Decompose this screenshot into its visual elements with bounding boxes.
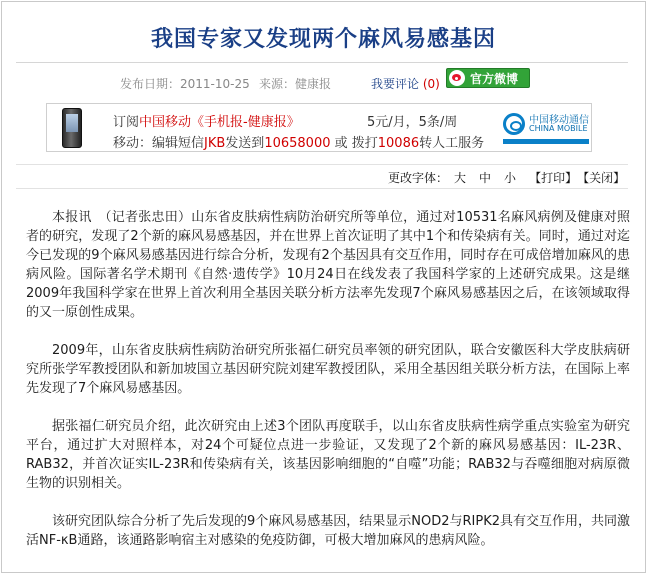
- ad-instruction-c: 或 拨打: [330, 136, 378, 151]
- article-paragraph: 本报讯 （记者张忠田）山东省皮肤病性病防治研究所等单位，通过对10531名麻风病例及健康对照者的研究，发现了2个新的麻风易感基因，并在世界上首次证明了其中1个和传染病有关。同时，通过对迄今已发现的9个麻风易感基因进行综合分析，发现有2个基因具有交互作用，同时存在可成倍增加麻风的患病风险。国际著名学术期刊《自然·遗传学》10月24日在线发表了我国科学家的上述研究成果。这是继2009年我国科学家在世界上首次利用全基因关联分析方法率先发现7个麻风易感基因之后，在该领域取得的又一原创性成果。: [26, 210, 630, 320]
- comment-label: 我要评论: [371, 77, 420, 91]
- comment-count: (0): [422, 77, 440, 91]
- china-mobile-logo-cn: 中国移动通信: [529, 115, 589, 126]
- weibo-icon: [449, 70, 465, 86]
- china-mobile-mark-icon: [503, 113, 525, 135]
- ad-instruction-b: 发送到: [225, 136, 265, 151]
- ad-sms-number: 10658000: [264, 136, 331, 151]
- article-page: [1, 1, 646, 573]
- phone-screen: [66, 114, 78, 132]
- ad-instruction-a: 移动：编辑短信: [113, 136, 205, 151]
- ad-subscribe-prefix: 订阅: [113, 115, 140, 130]
- ad-instruction-line: [113, 132, 484, 151]
- font-size-small-button[interactable]: 小: [504, 171, 517, 185]
- font-size-label: 更改字体：: [388, 171, 449, 185]
- font-size-large-button[interactable]: 大: [454, 171, 467, 185]
- official-weibo-button[interactable]: [446, 68, 530, 88]
- china-mobile-logo-bar: [503, 139, 589, 144]
- ad-price: 5元/月，5条/周: [367, 115, 458, 130]
- font-size-medium-button[interactable]: 中: [479, 171, 492, 185]
- title-divider: [16, 62, 628, 63]
- print-button[interactable]: 【打印】: [529, 171, 578, 185]
- weibo-label: 官方微博: [470, 71, 519, 86]
- article-body: [26, 208, 630, 569]
- article-paragraph: 该研究团队综合分析了先后发现的9个麻风易感基因，结果显示NOD2与RIPK2具有交互作用，共同激活NF-κB通路，该通路影响宿主对感染的免疫防御，可极大增加麻风的患病风险。: [26, 514, 631, 548]
- article-title: 我国专家又发现两个麻风易感基因: [150, 27, 496, 52]
- article-source: 来源：健康报: [259, 77, 332, 91]
- china-mobile-logo: [503, 111, 591, 147]
- mobile-newspaper-ad[interactable]: [46, 103, 592, 152]
- ad-hotline: 10086: [377, 136, 420, 151]
- ad-subscribe-line: [113, 111, 300, 130]
- toolbar-top-divider: [16, 164, 628, 165]
- article-paragraph: 2009年，山东省皮肤病性病防治研究所张福仁研究员率领的研究团队，联合安徽医科大学皮肤病研究所张学军教授团队和新加坡国立基因研究院刘建军教授团队，采用全基因组关联分析方法，在国际上率先发现了7个麻风易感基因。: [26, 343, 630, 396]
- china-mobile-logo-en: CHINA MOBILE: [529, 124, 588, 133]
- ad-instruction-d: 转人工服务: [419, 136, 485, 151]
- close-button[interactable]: 【关闭】: [583, 171, 626, 185]
- ad-brand: 中国移动《手机报-健康报》: [139, 115, 300, 130]
- comment-link[interactable]: [371, 75, 440, 92]
- article-toolbar: [388, 169, 631, 186]
- toolbar-bottom-divider: [16, 188, 628, 189]
- ad-sms-code: JKB: [204, 136, 226, 151]
- article-paragraph: 据张福仁研究员介绍，此次研究由上述3个团队再度联手，以山东省皮肤病性病学重点实验室为研究平台，通过扩大对照样本，对24个可疑位点进一步验证，又发现了2个新的麻风易感基因：IL-23R、RAB32，并首次证实IL-23R和传染病有关，该基因影响细胞的“自噬”功能；RAB32与吞噬细胞对病原微生物的识别相关。: [26, 419, 630, 491]
- publish-date: 发布日期：2011-10-25: [120, 77, 250, 91]
- mobile-phone-icon: [62, 108, 82, 148]
